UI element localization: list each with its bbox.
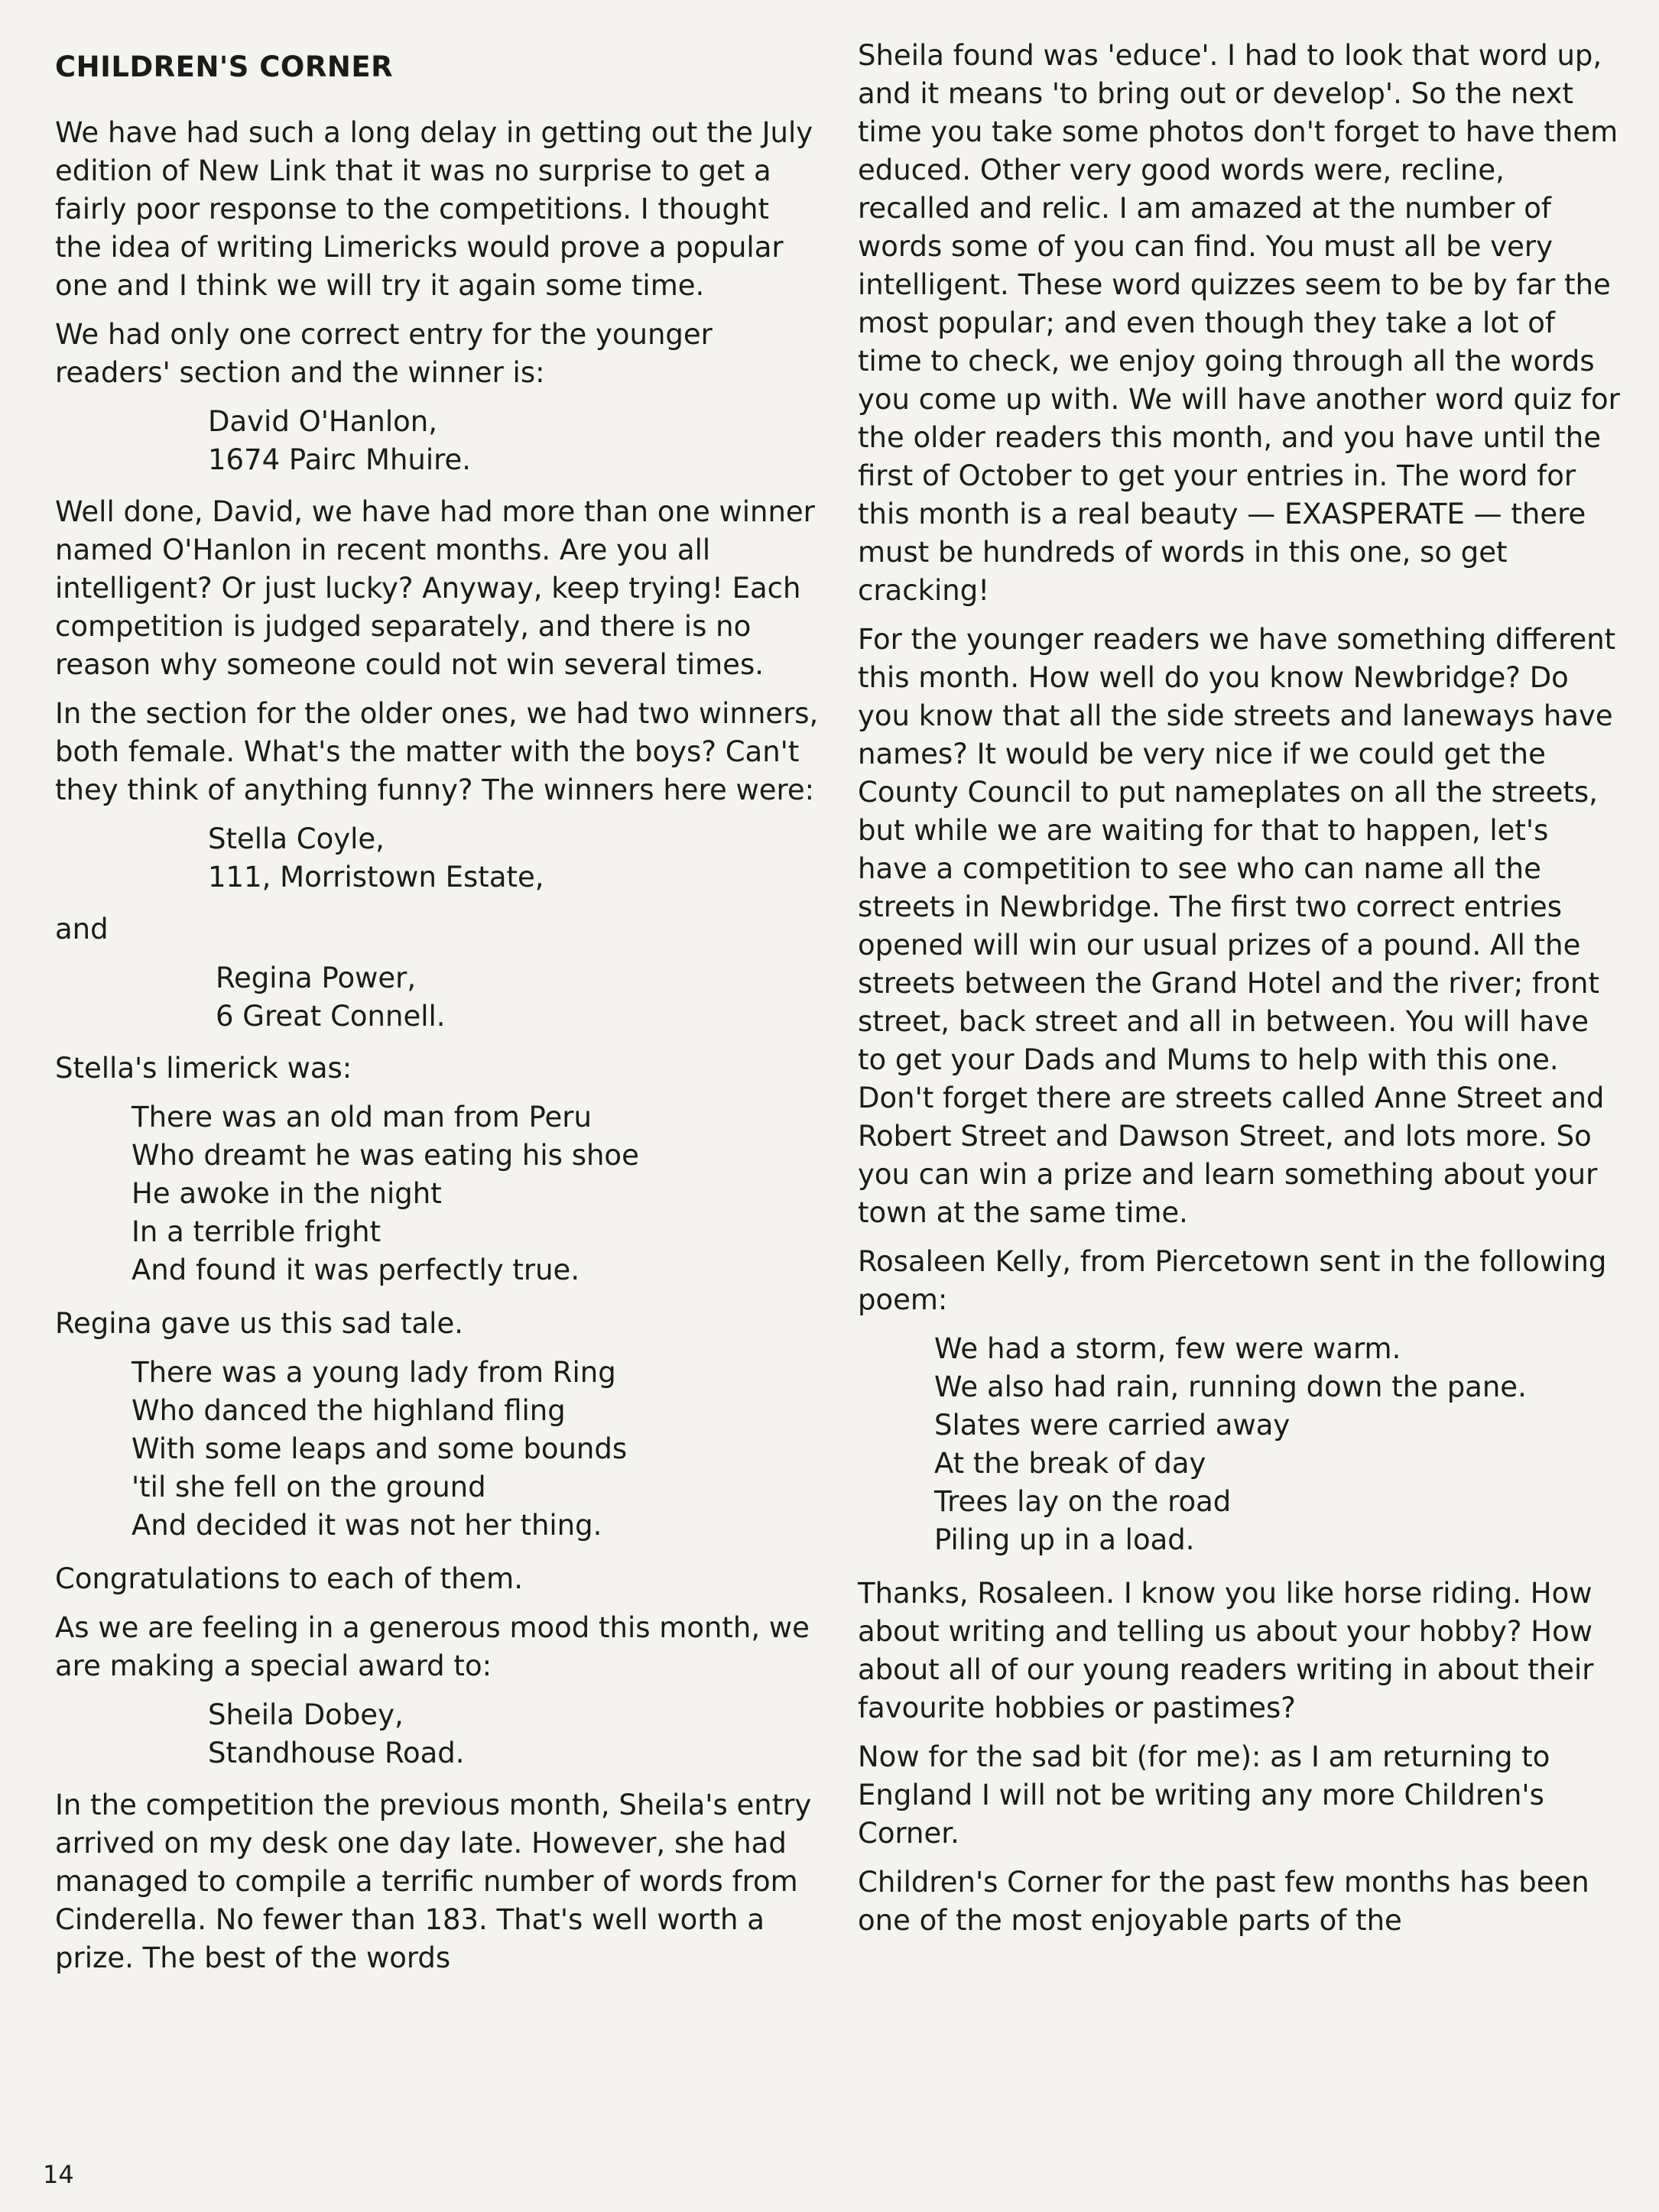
and-text: and [55,913,109,945]
poem-rosaleen [934,1330,1622,1559]
address-line: 111, Morristown Estate, [208,861,544,894]
paragraph: As we are feeling in a generous mood this month, we are making a special award to: [55,1611,810,1682]
poem-line: We had a storm, few were warm. [934,1332,1401,1365]
poem-line: Trees lay on the road [934,1485,1232,1518]
poem-line: There was an old man from Peru [131,1101,592,1134]
left-column [55,37,820,1988]
poem-line: Slates were carried away [934,1409,1291,1442]
poem-line: 'til she fell on the ground [131,1471,486,1503]
limerick-stella [131,1098,820,1289]
poem-line: Who dreamt he was eating his shoe [131,1139,639,1172]
address-line: 6 Great Connell. [216,1000,446,1033]
poem-line: With some leaps and some bounds [131,1432,628,1465]
limerick-regina [131,1354,820,1545]
right-column [858,37,1622,1951]
paragraph: For the younger readers we have something different this month. How well do you know Newbridge? Do you know that all the side streets and laneways have names? It would be very nice if we could get the County Council to put nameplates on all the streets, but while we are waiting for that to happen, let's have a competition to see who can name all the streets in Newbridge. The first two correct entries opened will win our usual prizes of a pound. All the streets between the Grand Hotel and the river; front street, back street and all in between. You will have to get your Dads and Mums to help with this one. Don't forget there are streets called Anne Street and Robert Street and Dawson Street, and lots more. So you can win a prize and learn something about your town at the same time. [858,623,1616,1229]
poem-line: At the break of day [934,1447,1206,1480]
address-line: Sheila Dobey, [208,1698,404,1731]
page-title: CHILDREN'S CORNER [55,50,394,83]
younger-winner-intro: We had only one correct entry for the younger readers' section and the winner is: [55,318,713,389]
winner-address-sheila [208,1696,820,1773]
poem-line: He awoke in the night [131,1177,442,1210]
poem-line: In a terrible fright [131,1215,381,1248]
paragraph: In the competition the previous month, Sheila's entry arrived on my desk one day late. However, she had managed to compile a terrific number of words from Cinderella. No fewer than 183. That's well worth a prize. The best of the words [55,1789,812,1974]
address-line: Stella Coyle, [208,822,385,855]
poem-line: And found it was perfectly true. [131,1254,580,1286]
paragraph: Stella's limerick was: [55,1052,352,1085]
poem-line: We also had rain, running down the pane. [934,1370,1527,1403]
address-line: Regina Power, [216,962,417,994]
poem-line: And decided it was not her thing. [131,1509,602,1542]
paragraph: Regina gave us this sad tale. [55,1307,463,1340]
address-line: Standhouse Road. [208,1737,465,1769]
winner-address-stella [208,820,820,897]
paragraph: In the section for the older ones, we had two winners, both female. What's the matter with the boys? Can't they think of anything funny? The winners here were: [55,697,819,806]
poem-line: Piling up in a load. [934,1523,1195,1556]
poem-line: Who danced the highland fling [131,1394,566,1427]
paragraph: Children's Corner for the past few months has been one of the most enjoyable parts of the [858,1866,1589,1937]
paragraph: Thanks, Rosaleen. I know you like horse riding. How about writing and telling us about your hobby? How about all of our young readers writing in about their favourite hobbies or pastimes? [858,1577,1594,1724]
winner-address-regina [216,959,820,1036]
address-line: 1674 Pairc Mhuire. [208,443,472,476]
winner-address-david [208,403,820,479]
paragraph: Rosaleen Kelly, from Piercetown sent in the following poem: [858,1245,1607,1316]
address-line: David O'Hanlon, [208,405,437,438]
page-number: 14 [43,2160,74,2189]
paragraph: Now for the sad bit (for me): as I am returning to England I will not be writing any more Children's Corner. [858,1740,1550,1850]
intro-paragraph: We have had such a long delay in getting out the July edition of New Link that it was no surprise to get a fairly poor response to the competitions. I thought the idea of writing Limericks would prove a popular one and I think we will try it again some time. [55,116,813,302]
paragraph: Well done, David, we have had more than one winner named O'Hanlon in recent months. Are you all intelligent? Or just lucky? Anyway, keep trying! Each competition is judged separately, and there is no reason why someone could not win several times. [55,495,815,681]
paragraph: Sheila found was 'educe'. I had to look that word up, and it means 'to bring out or develop'. So the next time you take some photos don't forget to have them educed. Other very good words were, recline, recalled and relic. I am amazed at the number of words some of you can find. You must all be very intelligent. These word quizzes seem to be by far the most popular; and even though they take a lot of time to check, we enjoy going through all the words you come up with. We will have another word quiz for the older readers this month, and you have until the first of October to get your entries in. The word for this month is a real beauty — EXASPERATE — there must be hundreds of words in this one, so get cracking! [858,39,1620,607]
poem-line: There was a young lady from Ring [131,1356,616,1389]
paragraph: Congratulations to each of them. [55,1562,523,1595]
